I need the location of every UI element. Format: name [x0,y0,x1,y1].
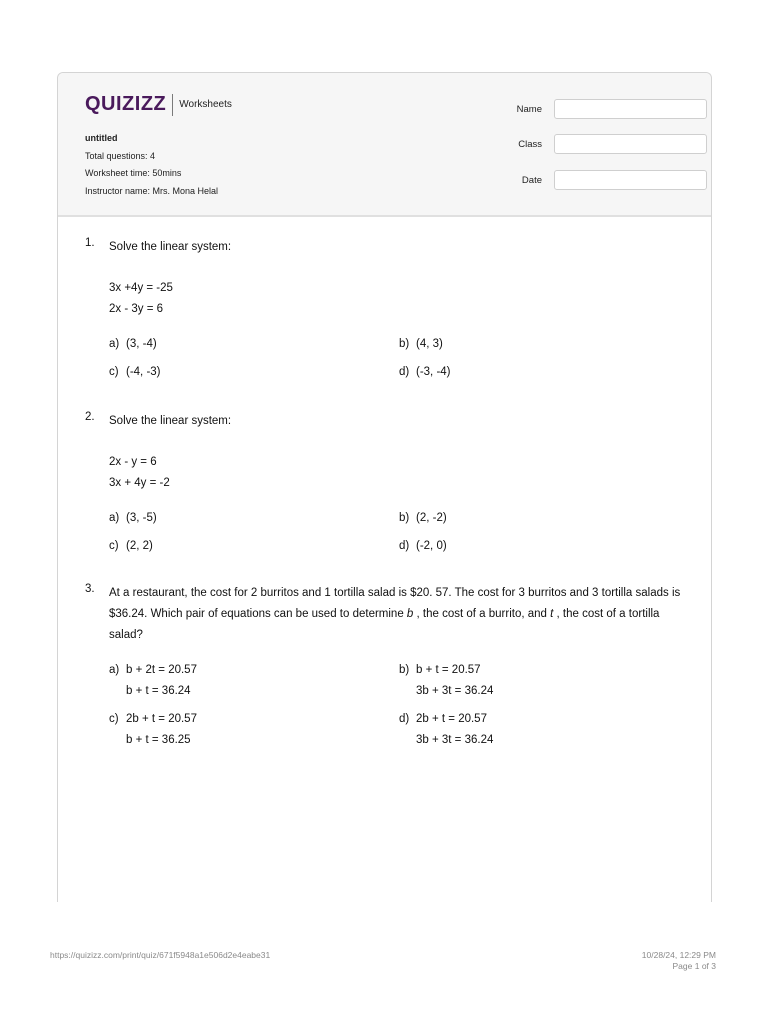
option-c [109,536,153,557]
name-field-row [498,99,707,119]
option-label: a) [109,338,120,350]
option-text: (3, -5) [126,512,157,524]
option-text: b + t = 36.25 [126,734,191,746]
quizizz-logo: QUIZIZZ [85,93,167,115]
footer-page-number: Page 1 of 3 [672,961,716,971]
equation: 2x - y = 6 [109,456,157,468]
option-label: c) [109,713,119,725]
option-b [399,660,493,702]
option-label: a) [109,512,120,524]
option-text: (-3, -4) [416,366,451,378]
option-label: b) [399,664,410,676]
logo-divider [172,94,173,116]
class-field-row [498,134,707,154]
question-text: Solve the linear system: [109,415,232,427]
question-number: 3. [85,583,95,595]
option-b [399,334,443,355]
option-text: (2, -2) [416,512,447,524]
name-label: Name [516,103,542,115]
worksheet-page [57,72,712,902]
class-label: Class [518,138,542,150]
date-field-row [498,170,707,190]
option-text: b + t = 20.57 [416,664,481,676]
question-number: 2. [85,411,95,423]
footer-url: https://quizizz.com/print/quiz/671f5948a1e506d2e4eabe31 [50,950,271,960]
variable-t: t [550,608,554,620]
option-a [109,508,157,529]
question-text-part: , the cost of a tortilla salad? [109,608,660,641]
option-text: (-2, 0) [416,540,447,552]
footer-right [642,950,716,972]
question-text-part: At a restaurant, the cost for 2 burritos and 1 tortilla salad is $20. 57. The cost for 3 burritos and 3 tortilla salads is $36.24. Which pair of equations can be used to determine [109,587,681,620]
class-input[interactable] [554,134,707,154]
option-text: (3, -4) [126,338,157,350]
date-label: Date [521,174,542,186]
option-text: (-4, -3) [126,366,161,378]
total-questions: Total questions: 4 [85,150,156,161]
option-label: d) [399,366,410,378]
option-label: c) [109,540,119,552]
worksheet-header [58,73,711,217]
option-b [399,508,447,529]
worksheet-meta [85,130,218,200]
footer-datetime: 10/28/24, 12:29 PM [641,950,716,960]
option-label: b) [399,512,410,524]
date-input[interactable] [554,170,707,190]
option-d [399,362,451,383]
question-text-part: , the cost of a burrito, and [413,608,551,620]
option-label: b) [399,338,410,350]
option-a [109,660,197,702]
option-label: d) [399,540,410,552]
option-text: b + t = 36.24 [126,685,191,697]
option-text: 3b + 3t = 36.24 [416,685,494,697]
option-d [399,709,493,751]
logo-row [85,93,232,116]
option-text: 2b + t = 20.57 [126,713,197,725]
option-text: 3b + 3t = 36.24 [416,734,494,746]
worksheet-title: untitled [85,133,118,143]
option-a [109,334,157,355]
variable-b: b [406,608,414,620]
option-label: a) [109,664,120,676]
option-text: b + 2t = 20.57 [126,664,197,676]
option-text: (4, 3) [416,338,443,350]
question-number: 1. [85,237,95,249]
name-input[interactable] [554,99,707,119]
equation: 2x - 3y = 6 [109,303,164,315]
question-text: Solve the linear system: [109,241,232,253]
question-text [109,583,689,646]
option-label: c) [109,366,119,378]
option-label: d) [399,713,410,725]
logo-subtitle: Worksheets [179,99,232,110]
equation: 3x +4y = -25 [109,282,173,294]
option-text: (2, 2) [126,540,153,552]
option-d [399,536,447,557]
worksheet-time: Worksheet time: 50mins [85,168,182,178]
equation: 3x + 4y = -2 [109,477,170,489]
option-c [109,362,161,383]
option-c [109,709,197,751]
option-text: 2b + t = 20.57 [416,713,487,725]
instructor-name: Instructor name: Mrs. Mona Helal [85,185,219,196]
